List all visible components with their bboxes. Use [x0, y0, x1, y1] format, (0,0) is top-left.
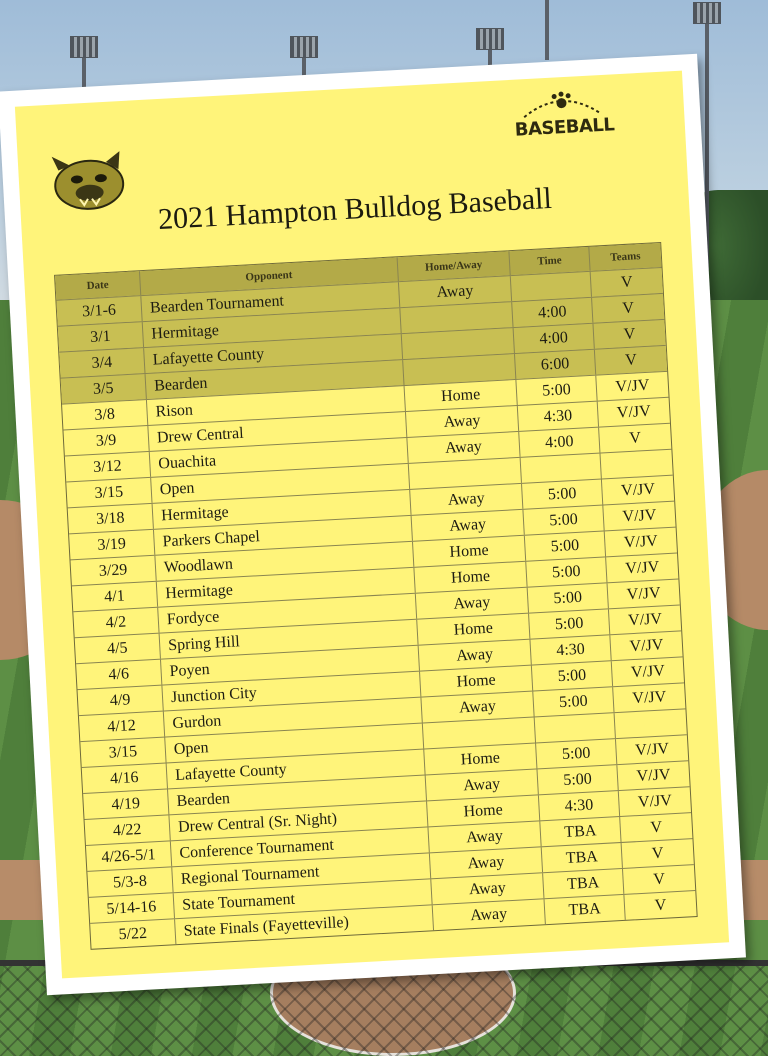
game-home-away: Home [412, 536, 525, 567]
baseball-brand-logo [513, 89, 613, 166]
game-opponent: Gurdon [163, 698, 422, 737]
game-time: 5:00 [532, 687, 613, 716]
game-teams: V/JV [611, 657, 684, 686]
game-teams: V [623, 891, 696, 920]
game-date: 5/14-16 [106, 897, 157, 918]
game-teams: V/JV [605, 554, 678, 583]
game-opponent: Poyen [160, 646, 419, 685]
game-home-away: Home [423, 744, 536, 775]
game-date: 3/15 [108, 742, 138, 762]
column-header-date: Date [86, 278, 109, 293]
game-date: 4/6 [108, 664, 130, 683]
game-home-away: Away [411, 510, 524, 541]
game-teams: V/JV [616, 761, 689, 790]
game-home-away: Away [420, 692, 533, 723]
game-time [520, 454, 601, 483]
game-opponent: Bearden [167, 776, 426, 815]
game-opponent: Spring Hill [159, 620, 418, 659]
game-date: 3/29 [98, 560, 128, 580]
game-home-away: Home [416, 614, 529, 645]
game-time: 5:00 [531, 661, 612, 690]
game-home-away: Away [429, 847, 542, 878]
game-teams [599, 450, 672, 479]
game-teams: V [590, 268, 663, 297]
game-date: 4/19 [111, 794, 141, 813]
game-opponent: State Finals (Fayetteville) [174, 905, 433, 944]
column-header-time: Time [508, 247, 589, 275]
game-home-away: Away [405, 406, 518, 437]
column-header-teams: Teams [588, 243, 661, 271]
light-tower-head [290, 36, 318, 58]
game-time [510, 272, 591, 301]
game-time: 5:00 [525, 557, 606, 586]
game-date: 3/15 [94, 482, 124, 502]
game-time: 5:00 [527, 583, 608, 612]
game-opponent: Rison [146, 386, 405, 425]
game-time: 5:00 [524, 531, 605, 560]
game-teams: V [619, 813, 692, 842]
game-time: 4:00 [518, 428, 599, 457]
brand-logo-text: BASEBALL [514, 114, 615, 141]
game-teams: V/JV [595, 372, 668, 401]
game-home-away: Away [425, 769, 538, 800]
game-opponent: Junction City [161, 672, 420, 711]
game-home-away: Away [409, 484, 522, 515]
game-time [534, 713, 615, 742]
game-opponent: Hermitage [156, 568, 415, 607]
game-date: 4/1 [103, 586, 126, 606]
game-time: 4:30 [538, 791, 619, 820]
game-opponent: Bearden [145, 360, 404, 399]
game-time: 4:30 [517, 402, 598, 431]
game-opponent: Bearden Tournament [140, 282, 399, 321]
column-header-home-away: Home/Away [397, 251, 510, 281]
game-date: 5/22 [118, 924, 148, 943]
game-home-away: Away [427, 821, 540, 852]
game-time: 5:00 [528, 609, 609, 638]
game-home-away: Away [398, 276, 511, 307]
game-teams: V/JV [615, 735, 688, 764]
game-time: 5:00 [521, 480, 602, 509]
game-opponent: Fordyce [157, 594, 416, 633]
game-opponent: Ouachita [149, 438, 408, 477]
game-time: TBA [542, 869, 623, 898]
game-home-away: Home [419, 666, 532, 697]
light-tower-head [476, 28, 504, 50]
schedule-sheet [15, 71, 729, 979]
game-teams: V/JV [601, 476, 674, 505]
game-home-away: Away [415, 588, 528, 619]
page-title: 2021 Hampton Bulldog Baseball [157, 181, 553, 237]
game-home-away: Away [406, 432, 519, 463]
game-opponent: Parkers Chapel [153, 516, 412, 555]
game-date: 3/4 [91, 353, 113, 372]
game-opponent: Open [150, 464, 409, 503]
game-opponent: Lafayette County [143, 334, 402, 373]
light-tower-head [693, 2, 721, 24]
game-opponent: Regional Tournament [171, 853, 430, 892]
light-tower [545, 0, 549, 60]
game-teams: V [622, 865, 695, 894]
game-date: 3/1 [89, 327, 112, 346]
game-teams: V [598, 424, 671, 453]
game-opponent: Drew Central (Sr. Night) [168, 801, 427, 840]
game-date: 3/19 [97, 534, 127, 554]
game-date: 4/22 [112, 820, 142, 839]
game-date: 5/3-8 [112, 872, 148, 892]
game-opponent: Open [164, 724, 423, 763]
game-home-away: Away [432, 899, 545, 930]
game-teams: V/JV [602, 502, 675, 531]
game-time: 4:30 [529, 635, 610, 664]
game-teams: V/JV [608, 605, 681, 634]
game-time: TBA [539, 817, 620, 846]
game-time: 4:00 [511, 298, 592, 327]
game-date: 4/12 [106, 716, 137, 736]
game-opponent: Woodlawn [154, 542, 413, 581]
game-teams: V/JV [612, 683, 685, 712]
game-date: 4/2 [105, 612, 127, 632]
game-teams: V/JV [618, 787, 691, 816]
game-teams: V [621, 839, 694, 868]
game-opponent: Lafayette County [166, 750, 425, 789]
game-date: 3/12 [92, 456, 123, 476]
game-time: 5:00 [522, 506, 603, 535]
game-home-away: Away [418, 640, 531, 671]
game-teams: V/JV [604, 528, 677, 557]
schedule-table [54, 242, 698, 950]
game-teams: V [592, 320, 665, 349]
game-time: TBA [541, 843, 622, 872]
schedule-paper [0, 54, 746, 996]
game-date: 3/5 [92, 379, 114, 398]
game-time: TBA [544, 895, 625, 924]
game-home-away: Home [413, 562, 526, 593]
game-opponent: Hermitage [152, 490, 411, 529]
game-date: 4/16 [109, 768, 139, 788]
game-opponent: State Tournament [173, 879, 432, 918]
game-time: 6:00 [514, 350, 595, 379]
game-date: 4/9 [109, 690, 131, 709]
game-teams: V/JV [607, 580, 680, 609]
light-tower-head [70, 36, 98, 58]
game-teams: V [594, 346, 667, 375]
game-date: 4/26-5/1 [101, 845, 157, 866]
game-teams [614, 709, 687, 738]
game-time: 5:00 [536, 765, 617, 794]
game-opponent: Drew Central [147, 412, 406, 451]
game-time: 5:00 [535, 739, 616, 768]
game-date: 4/5 [106, 638, 128, 657]
game-teams: V/JV [609, 631, 682, 660]
game-date: 3/8 [93, 405, 116, 424]
game-time: 4:00 [513, 324, 594, 353]
game-opponent: Hermitage [142, 308, 401, 347]
game-teams: V [591, 294, 664, 323]
game-home-away: Home [426, 795, 539, 826]
game-date: 3/1-6 [81, 301, 117, 320]
game-home-away: Home [404, 380, 517, 411]
game-home-away: Away [430, 873, 543, 904]
column-header-opponent: Opponent [139, 257, 398, 295]
game-date: 3/9 [95, 431, 117, 450]
game-teams: V/JV [597, 398, 670, 427]
game-time: 5:00 [515, 376, 596, 405]
game-date: 3/18 [95, 508, 125, 528]
game-opponent: Conference Tournament [170, 827, 429, 866]
